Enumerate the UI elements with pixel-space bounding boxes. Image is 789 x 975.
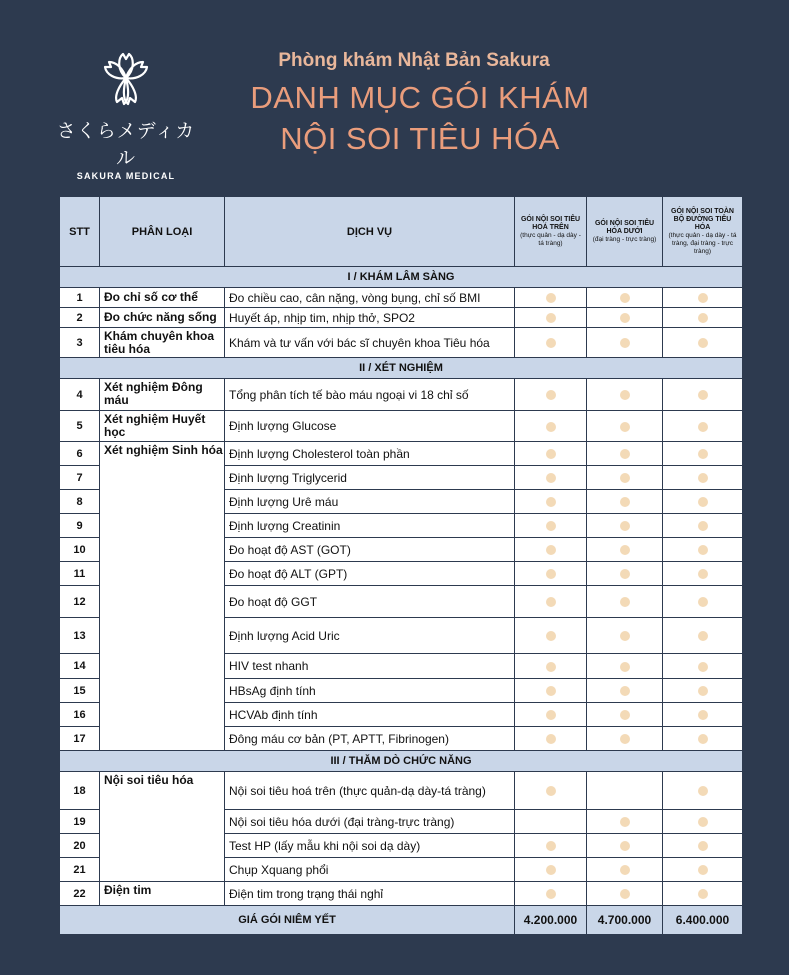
row-p1-cell — [515, 328, 587, 358]
row-p2-cell — [587, 618, 663, 654]
included-dot-icon — [698, 497, 708, 507]
included-dot-icon — [698, 734, 708, 744]
included-dot-icon — [620, 390, 630, 400]
row-p2-cell — [587, 411, 663, 442]
included-dot-icon — [546, 449, 556, 459]
row-p1-cell — [515, 288, 587, 308]
row-p3-cell — [663, 810, 743, 834]
included-dot-icon — [620, 865, 630, 875]
row-p1-cell — [515, 858, 587, 882]
row-number: 14 — [60, 654, 100, 679]
included-dot-icon — [620, 569, 630, 579]
included-dot-icon — [620, 597, 630, 607]
included-dot-icon — [698, 865, 708, 875]
included-dot-icon — [546, 390, 556, 400]
included-dot-icon — [698, 422, 708, 432]
section-title: II / XÉT NGHIỆM — [60, 358, 743, 379]
row-category: Khám chuyên khoa tiêu hóa — [100, 328, 225, 358]
included-dot-icon — [546, 710, 556, 720]
package-table — [59, 196, 743, 935]
row-p2-cell — [587, 308, 663, 328]
included-dot-icon — [620, 293, 630, 303]
included-dot-icon — [620, 817, 630, 827]
brand-logo — [56, 50, 196, 181]
row-p1-cell — [515, 618, 587, 654]
included-dot-icon — [546, 338, 556, 348]
row-service: Đông máu cơ bản (PT, APTT, Fibrinogen) — [225, 727, 515, 751]
table-row — [60, 772, 743, 810]
row-number: 16 — [60, 703, 100, 727]
row-p1-cell — [515, 490, 587, 514]
included-dot-icon — [620, 338, 630, 348]
included-dot-icon — [620, 497, 630, 507]
row-p2-cell — [587, 562, 663, 586]
header-package-lower — [587, 197, 663, 267]
row-number: 19 — [60, 810, 100, 834]
row-category: Đo chỉ số cơ thể — [100, 288, 225, 308]
package-upper-title: GÓI NỘI SOI TIÊU HOÁ TRÊN — [520, 215, 581, 231]
logo-english-text: SAKURA MEDICAL — [76, 171, 176, 181]
price-lower: 4.700.000 — [587, 906, 663, 935]
row-p2-cell — [587, 442, 663, 466]
row-p2-cell — [587, 490, 663, 514]
row-service: Tổng phân tích tế bào máu ngoại vi 18 chỉ số — [225, 379, 515, 411]
row-p3-cell — [663, 618, 743, 654]
row-p1-cell — [515, 727, 587, 751]
row-p3-cell — [663, 858, 743, 882]
package-full-title: GÓI NỘI SOI TOÀN BỘ ĐƯỜNG TIÊU HÓA — [671, 207, 734, 231]
row-p3-cell — [663, 772, 743, 810]
row-service: Định lượng Cholesterol toàn phần — [225, 442, 515, 466]
row-number: 1 — [60, 288, 100, 308]
included-dot-icon — [698, 631, 708, 641]
row-p1-cell — [515, 834, 587, 858]
row-p2-cell — [587, 288, 663, 308]
table-row — [60, 308, 743, 328]
row-p3-cell — [663, 654, 743, 679]
header-category: PHÂN LOẠI — [100, 197, 225, 267]
row-p3-cell — [663, 882, 743, 906]
row-p1-cell — [515, 442, 587, 466]
row-p1-cell — [515, 586, 587, 618]
row-number: 18 — [60, 772, 100, 810]
section-row — [60, 751, 743, 772]
row-service: Đo hoạt độ ALT (GPT) — [225, 562, 515, 586]
row-p1-cell — [515, 538, 587, 562]
included-dot-icon — [546, 889, 556, 899]
price-full: 6.400.000 — [663, 906, 743, 935]
included-dot-icon — [546, 686, 556, 696]
row-service: Định lượng Creatinin — [225, 514, 515, 538]
sakura-flower-icon — [87, 50, 165, 112]
included-dot-icon — [546, 597, 556, 607]
row-p2-cell — [587, 328, 663, 358]
row-number: 12 — [60, 586, 100, 618]
row-p2-cell — [587, 514, 663, 538]
row-service: Định lượng Acid Uric — [225, 618, 515, 654]
table-row — [60, 882, 743, 906]
row-p2-cell — [587, 703, 663, 727]
included-dot-icon — [546, 545, 556, 555]
row-p2-cell — [587, 654, 663, 679]
row-p1-cell — [515, 514, 587, 538]
row-service: Nội soi tiêu hoá trên (thực quản-dạ dày-tá tràng) — [225, 772, 515, 810]
header-service: DỊCH VỤ — [225, 197, 515, 267]
row-category: Nội soi tiêu hóa — [100, 772, 225, 882]
row-number: 22 — [60, 882, 100, 906]
included-dot-icon — [698, 817, 708, 827]
included-dot-icon — [698, 841, 708, 851]
row-p2-cell — [587, 466, 663, 490]
clinic-name: Phòng khám Nhật Bản Sakura — [278, 50, 550, 71]
included-dot-icon — [698, 521, 708, 531]
page-title-line1: DANH MỤC GÓI KHÁM — [250, 80, 590, 115]
row-number: 11 — [60, 562, 100, 586]
row-p1-cell — [515, 772, 587, 810]
header-stt: STT — [60, 197, 100, 267]
row-p3-cell — [663, 834, 743, 858]
row-service: Khám và tư vấn với bác sĩ chuyên khoa Tiêu hóa — [225, 328, 515, 358]
row-p3-cell — [663, 308, 743, 328]
header-package-full — [663, 197, 743, 267]
price-label: GIÁ GÓI NIÊM YẾT — [60, 906, 515, 935]
row-service: Nội soi tiêu hóa dưới (đại tràng-trực tràng) — [225, 810, 515, 834]
row-p2-cell — [587, 727, 663, 751]
row-service: Định lượng Glucose — [225, 411, 515, 442]
row-service: Chụp Xquang phổi — [225, 858, 515, 882]
row-p2-cell — [587, 679, 663, 703]
row-p2-cell — [587, 586, 663, 618]
included-dot-icon — [546, 865, 556, 875]
row-p2-cell — [587, 834, 663, 858]
included-dot-icon — [546, 293, 556, 303]
table-row — [60, 379, 743, 411]
row-p3-cell — [663, 379, 743, 411]
row-category: Xét nghiệm Sinh hóa — [100, 442, 225, 751]
included-dot-icon — [698, 786, 708, 796]
row-p3-cell — [663, 442, 743, 466]
section-title: III / THĂM DÒ CHỨC NĂNG — [60, 751, 743, 772]
included-dot-icon — [620, 422, 630, 432]
included-dot-icon — [698, 390, 708, 400]
row-service: Định lượng Triglycerid — [225, 466, 515, 490]
row-number: 8 — [60, 490, 100, 514]
included-dot-icon — [698, 889, 708, 899]
row-number: 5 — [60, 411, 100, 442]
included-dot-icon — [698, 449, 708, 459]
table-row — [60, 411, 743, 442]
included-dot-icon — [546, 473, 556, 483]
included-dot-icon — [620, 631, 630, 641]
row-category: Xét nghiệm Đông máu — [100, 379, 225, 411]
section-title: I / KHÁM LÂM SÀNG — [60, 267, 743, 288]
included-dot-icon — [546, 521, 556, 531]
included-dot-icon — [620, 889, 630, 899]
row-p3-cell — [663, 490, 743, 514]
table-row — [60, 288, 743, 308]
row-number: 9 — [60, 514, 100, 538]
row-service: HCVAb định tính — [225, 703, 515, 727]
row-p1-cell — [515, 379, 587, 411]
included-dot-icon — [620, 710, 630, 720]
row-p2-cell — [587, 379, 663, 411]
included-dot-icon — [698, 569, 708, 579]
row-category: Xét nghiệm Huyết học — [100, 411, 225, 442]
row-p2-cell — [587, 858, 663, 882]
included-dot-icon — [546, 786, 556, 796]
row-p3-cell — [663, 679, 743, 703]
row-p2-cell — [587, 772, 663, 810]
included-dot-icon — [698, 473, 708, 483]
row-number: 4 — [60, 379, 100, 411]
row-p3-cell — [663, 538, 743, 562]
included-dot-icon — [620, 686, 630, 696]
row-p1-cell — [515, 703, 587, 727]
price-row — [60, 906, 743, 935]
row-service: Điện tim trong trạng thái nghỉ — [225, 882, 515, 906]
included-dot-icon — [698, 686, 708, 696]
included-dot-icon — [620, 545, 630, 555]
row-p3-cell — [663, 328, 743, 358]
package-full-sub: (thực quản - dạ dày - tá tràng, đại tràng - trực tràng) — [668, 231, 737, 255]
row-service: Đo chiều cao, cân nặng, vòng bụng, chỉ số BMI — [225, 288, 515, 308]
row-service: HIV test nhanh — [225, 654, 515, 679]
included-dot-icon — [620, 473, 630, 483]
row-number: 7 — [60, 466, 100, 490]
included-dot-icon — [546, 422, 556, 432]
row-p1-cell — [515, 466, 587, 490]
row-p2-cell — [587, 810, 663, 834]
section-row — [60, 267, 743, 288]
package-upper-sub: (thực quản - dạ dày - tá tràng) — [520, 231, 581, 247]
row-p2-cell — [587, 538, 663, 562]
table-row — [60, 442, 743, 466]
row-p1-cell — [515, 562, 587, 586]
included-dot-icon — [620, 449, 630, 459]
package-lower-sub: (đại tràng - trực tràng) — [592, 235, 657, 243]
included-dot-icon — [698, 313, 708, 323]
included-dot-icon — [546, 841, 556, 851]
row-service: Định lượng Urê máu — [225, 490, 515, 514]
included-dot-icon — [546, 631, 556, 641]
included-dot-icon — [546, 734, 556, 744]
included-dot-icon — [698, 293, 708, 303]
row-service: Huyết áp, nhịp tim, nhịp thở, SPO2 — [225, 308, 515, 328]
row-p2-cell — [587, 882, 663, 906]
row-category: Điện tim — [100, 882, 225, 906]
row-p3-cell — [663, 703, 743, 727]
row-p3-cell — [663, 586, 743, 618]
included-dot-icon — [620, 734, 630, 744]
row-number: 2 — [60, 308, 100, 328]
included-dot-icon — [698, 338, 708, 348]
table-row — [60, 328, 743, 358]
row-p3-cell — [663, 466, 743, 490]
row-number: 20 — [60, 834, 100, 858]
row-service: Đo hoạt độ AST (GOT) — [225, 538, 515, 562]
row-service: Đo hoạt độ GGT — [225, 586, 515, 618]
row-p3-cell — [663, 288, 743, 308]
included-dot-icon — [546, 569, 556, 579]
logo-japanese-text: さくらメディカル — [56, 120, 196, 169]
package-lower-title: GÓI NỘI SOI TIÊU HÓA DƯỚI — [594, 219, 655, 235]
page-title-line2: NỘI SOI TIÊU HÓA — [280, 121, 560, 156]
row-number: 10 — [60, 538, 100, 562]
included-dot-icon — [698, 710, 708, 720]
row-service: Test HP (lấy mẫu khi nội soi dạ dày) — [225, 834, 515, 858]
included-dot-icon — [620, 521, 630, 531]
included-dot-icon — [698, 662, 708, 672]
row-p1-cell — [515, 654, 587, 679]
row-number: 13 — [60, 618, 100, 654]
row-number: 21 — [60, 858, 100, 882]
included-dot-icon — [546, 497, 556, 507]
row-p1-cell — [515, 882, 587, 906]
row-number: 6 — [60, 442, 100, 466]
row-p1-cell — [515, 679, 587, 703]
included-dot-icon — [698, 545, 708, 555]
included-dot-icon — [698, 597, 708, 607]
row-p1-cell — [515, 411, 587, 442]
included-dot-icon — [620, 841, 630, 851]
header-package-upper — [515, 197, 587, 267]
row-number: 3 — [60, 328, 100, 358]
row-number: 15 — [60, 679, 100, 703]
row-service: HBsAg định tính — [225, 679, 515, 703]
included-dot-icon — [546, 313, 556, 323]
row-p3-cell — [663, 727, 743, 751]
row-p3-cell — [663, 514, 743, 538]
table-header-row — [60, 197, 743, 267]
row-number: 17 — [60, 727, 100, 751]
section-row — [60, 358, 743, 379]
row-p3-cell — [663, 562, 743, 586]
row-category: Đo chức năng sống — [100, 308, 225, 328]
row-p1-cell — [515, 810, 587, 834]
included-dot-icon — [546, 662, 556, 672]
price-upper: 4.200.000 — [515, 906, 587, 935]
included-dot-icon — [620, 313, 630, 323]
included-dot-icon — [620, 662, 630, 672]
row-p3-cell — [663, 411, 743, 442]
row-p1-cell — [515, 308, 587, 328]
